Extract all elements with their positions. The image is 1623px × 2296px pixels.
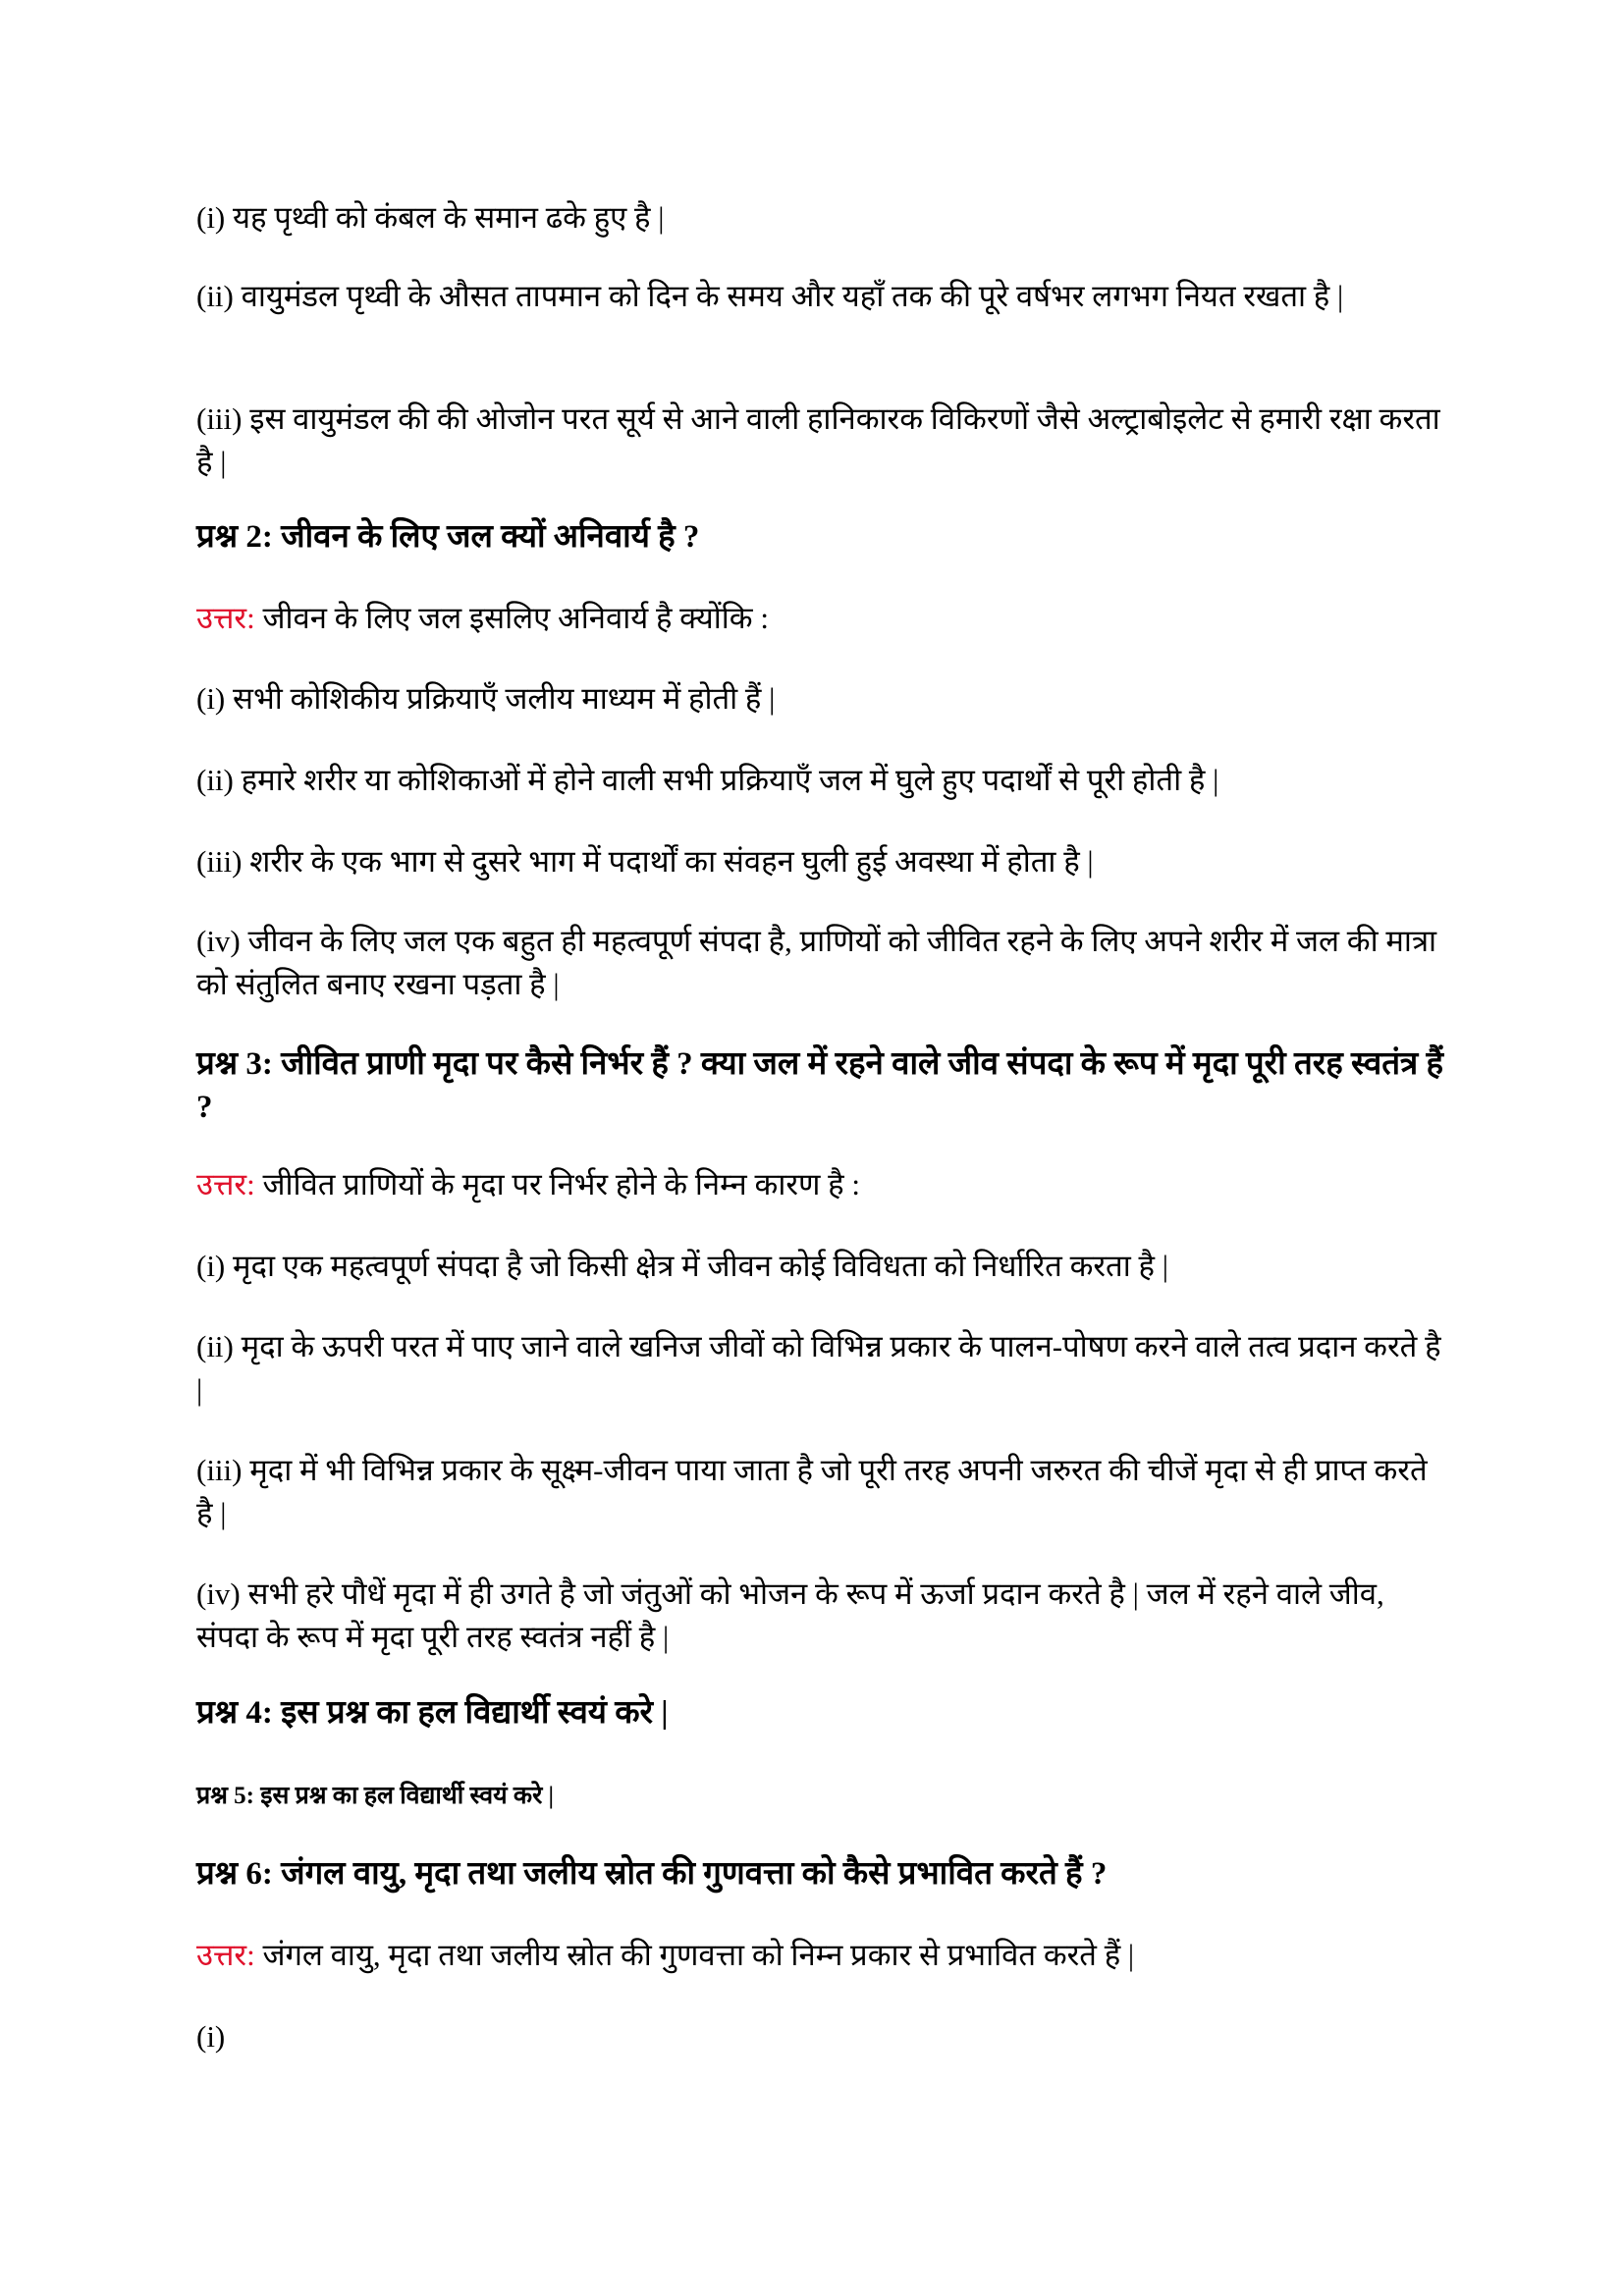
point-soil-3: (iii) मृदा में भी विभिन्न प्रकार के सूक्ष्म-जीवन पाया जाता है जो पूरी तरह अपनी जरुरत की चीजें मृदा से ही प्राप्त करते है | [196,1453,1428,1530]
question-4-heading: प्रश्न 4: इस प्रश्न का हल विद्यार्थी स्वयं करे | [196,1695,669,1731]
point-water-4: (iv) जीवन के लिए जल एक बहुत ही महत्वपूर्ण संपदा है, प्राणियों को जीवित रहने के लिए अपने शरीर में जल की मात्रा को संतुलित बनाए रखना पड़ता है | [196,924,1437,1001]
point-atmosphere-2: (ii) वायुमंडल पृथ्वी के औसत तापमान को दिन के समय और यहाँ तक की पूरे वर्षभर लगभग नियत रखता है | [196,279,1344,313]
answer-label: उत्तर: [196,1167,255,1201]
point-soil-4: (iv) सभी हरे पौधें मृदा में ही उगते है जो जंतुओं को भोजन के रूप में ऊर्जा प्रदान करते है | जल में रहने वाले जीव, संपदा के रूप में मृदा पूरी तरह स्वतंत्र नहीं है | [196,1576,1384,1654]
question-6-heading: प्रश्न 6: जंगल वायु, मृदा तथा जलीय स्रोत की गुणवत्ता को कैसे प्रभावित करते हैं ? [196,1856,1108,1892]
point-atmosphere-1: (i) यह पृथ्वी को कंबल के समान ढके हुए है | [196,200,665,235]
point-water-3: (iii) शरीर के एक भाग से दुसरे भाग में पदार्थों का संवहन घुली हुई अवस्था में होता है | [196,844,1094,879]
answer-2-intro [196,597,1443,640]
answer-6-intro [196,1934,1443,1977]
point-soil-2: (ii) मृदा के ऊपरी परत में पाए जाने वाले खनिज जीवों को विभिन्न प्रकार के पालन-पोषण करने वाले तत्व प्रदान करते है | [196,1329,1441,1407]
question-5-heading: प्रश्न 5: इस प्रश्न का हल विद्यार्थी स्वयं करे | [196,1783,555,1809]
point-soil-1: (i) मृदा एक महत्वपूर्ण संपदा है जो किसी क्षेत्र में जीवन कोई विविधता को निर्धारित करता है | [196,1249,1168,1283]
question-2-heading: प्रश्न 2: जीवन के लिए जल क्यों अनिवार्य है ? [196,519,700,555]
point-water-1: (i) सभी कोशिकीय प्रक्रियाएँ जलीय माध्यम में होती हैं | [196,681,776,716]
point-atmosphere-3: (iii) इस वायुमंडल की की ओजोन परत सूर्य से आने वाली हानिकारक विकिरणों जैसे अल्ट्राबोइलेट से हमारी रक्षा करता है | [196,401,1440,479]
question-3-heading: प्रश्न 3: जीवित प्राणी मृदा पर कैसे निर्भर हैं ? क्या जल में रहने वाले जीव संपदा के रूप में मृदा पूरी तरह स्वतंत्र हैं ? [196,1046,1444,1125]
answer-label: उत्तर: [196,1938,255,1972]
answer-text: जंगल वायु, मृदा तथा जलीय स्रोत की गुणवत्ता को निम्न प्रकार से प्रभावित करते हैं | [254,1938,1135,1972]
answer-3-intro [196,1163,1443,1206]
answer-text: जीवन के लिए जल इसलिए अनिवार्य है क्योंकि : [254,601,769,635]
answer-label: उत्तर: [196,601,255,635]
point-water-2: (ii) हमारे शरीर या कोशिकाओं में होने वाली सभी प्रक्रियाएँ जल में घुले हुए पदार्थों से पूरी होती है | [196,763,1219,797]
answer-text: जीवित प्राणियों के मृदा पर निर्भर होने के निम्न कारण है : [254,1167,861,1201]
point-forest-1: (i) [196,2019,226,2054]
